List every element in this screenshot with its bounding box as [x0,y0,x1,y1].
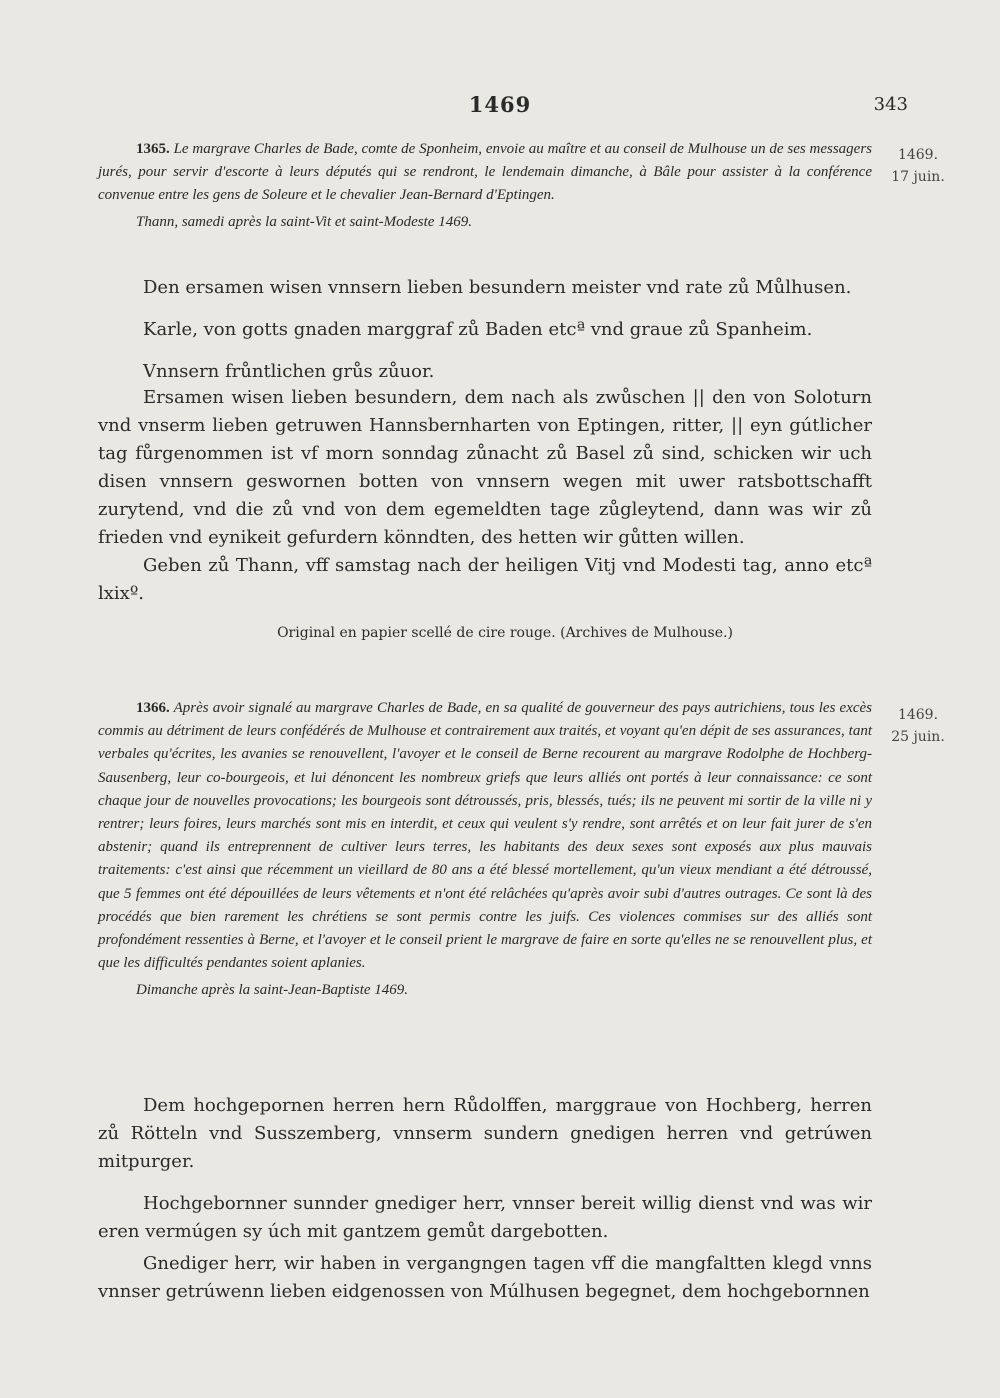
letter-paragraph: Hochgebornner sunnder gnediger herr, vnnser bereit willig dienst vnd was wir eren vermúgen sy úch mit gantzem gemůt dargebotten. [98,1193,872,1242]
margin-day: 25 juin. [891,729,945,745]
margin-day: 17 juin. [891,169,945,185]
letter-address: Den ersamen wisen vnnsern lieben besundern meister vnd rate zů Můlhusen. [143,277,852,298]
margin-date-1365 [886,144,950,188]
source-note: Original en papier scellé de cire rouge. (Archives de Mulhouse.) [277,625,733,641]
letter-1365 [98,274,872,644]
summary-text: Le margrave Charles de Bade, comte de Sponheim, envoie au maître et au conseil de Mulhouse un de ses messagers jurés, pour servir d'escorte à leurs députés qui se rendront, le lendemain dimanche, à Bâle pour assister à la conférence convenue entre les gens de Soleure et le chevalier Jean-Bernard d'Eptingen. [98,141,873,204]
letter-paragraph: Gnediger herr, wir haben in vergangngen tagen vff die mangfaltten klegd vnns vnnser getrúwenn lieben eidgenossen von Múlhusen begegnet, dem hochgebornnen [98,1253,872,1302]
dateline: Thann, samedi après la saint-Vit et saint-Modeste 1469. [136,213,472,230]
entry-number: 1365. [136,141,170,157]
entry-1366 [98,697,872,1001]
page-number: 343 [873,94,908,115]
running-head-year: 1469 [468,92,532,117]
letter-1366 [98,1092,872,1306]
entry-summary [98,138,872,208]
summary-text: Après avoir signalé au margrave Charles de Bade, en sa qualité de gouverneur des pays autrichiens, tous les excès commis au détriment de leurs confédérés de Mulhouse et contrairement aux traités, et voyant qu'en dépit de ses assurances, tant verbales qu'écrites, les avanies se renouvellent, l'avoyer et le conseil de Berne recourent au margrave Rodolphe de Hochberg-Sausenberg, leur co-bourgeois, et lui dénoncent les nombreux griefs que leurs alliés ont portés à leur connaissance: ce sont chaque jour de nouvelles provocations; les bourgeois sont détroussés, pris, blessés, tués; ils ne peuvent mi sortir de la ville ni y rentrer; leurs foires, leurs marchés sont mis en interdit, et ceux qui veulent s'y rendre, sont arrêtés et on leur fait jurer de s'en abstenir; quand ils entreprennent de cultiver leurs terres, les habitants des deux sexes sont exposés aux plus mauvais traitements: c'est ainsi que récemment un vieillard de 80 ans a été blessé mortellement, qu'un vieux mendiant a été détroussé, que 5 femmes ont été dépouillées de leurs vêtements et n'ont été relâchées qu'après avoir subi d'autres outrages. Ce sont là des procédés que bien rarement les chrétiens se sont permis contre les juifs. Ces violences commises sur des alliés sont profondément ressenties à Berne, et l'avoyer et le conseil prient le margrave de faire en sorte qu'elles ne se renouvellent plus, et que les difficultés pendantes soient aplanies. [98,700,872,972]
letter-address: Dem hochgepornen herren hern Růdolffen, marggraue von Hochberg, herren zů Rötteln vnd Susszemberg, vnnserm sundern gnedigen herren vnd getrúwen mitpurger. [98,1095,872,1172]
dateline: Dimanche après la saint-Jean-Baptiste 1469. [136,982,409,999]
letter-greeting: Vnnsern frůntlichen grůs zůuor. [143,361,435,382]
letter-closing: Geben zů Thann, vff samstag nach der heiligen Vitj vnd Modesti tag, anno etcª lxixº. [98,555,872,604]
entry-number: 1366. [136,700,170,716]
entry-1365 [98,138,872,233]
letter-body: Ersamen wisen lieben besundern, dem nach als zwůschen || den von Soloturn vnd vnserm lieben getruwen Hannsbernharten von Eptingen, ritter, || eyn gútlicher tag fůrgenommen ist vf morn sonndag zůnacht zů Basel zů sind, schicken wir uch disen vnnsern geswornen botten von vnnsern wegen mit uwer ratsbottschafft zurytend, vnd die zů vnd von dem egemeldten tage zůgleytend, dann was wir zů frieden vnd eynikeit gefurdern könndten, des hetten wir gůtten willen. [98,387,872,548]
entry-summary [98,697,872,975]
letter-sender: Karle, von gotts gnaden marggraf zů Baden etcª vnd graue zů Spanheim. [143,319,813,340]
margin-date-1366 [886,704,950,748]
margin-year: 1469. [897,147,939,163]
margin-year: 1469. [897,707,939,723]
